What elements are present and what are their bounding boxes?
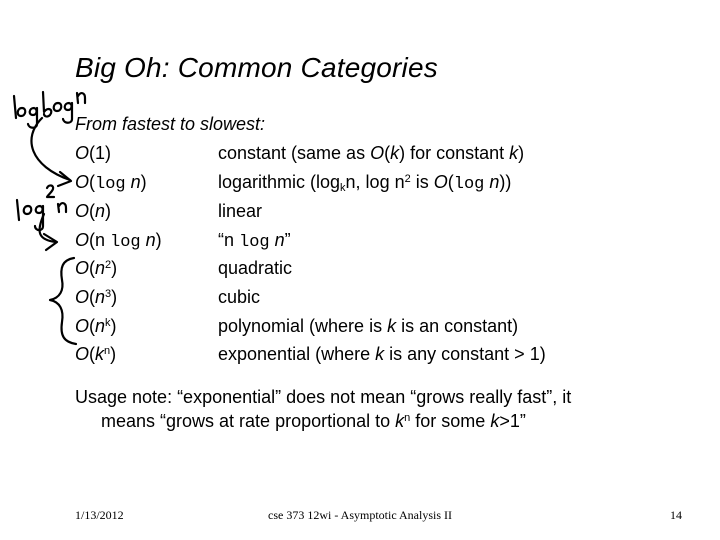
complexity-description: cubic: [218, 287, 261, 307]
usage-note-line-2: means “grows at rate proportional to $k^n$ for some k>1”: [101, 411, 526, 431]
complexity-description: “n log n”: [218, 230, 291, 252]
complexity-description: polynomial (where is k is an constant): [218, 316, 519, 336]
slide-subtitle: From fastest to slowest:: [75, 114, 266, 134]
slide-title: Big Oh: Common Categories: [75, 52, 438, 83]
arrow-to-log-n: [31, 118, 70, 180]
footer-date: 1/13/2012: [75, 508, 124, 522]
complexity-notation: $O(k^n)$: [75, 344, 117, 364]
complexity-notation: O(log n): [75, 172, 147, 194]
handwritten-log-log-n: [14, 92, 85, 128]
complexity-notation: O(n): [75, 201, 112, 221]
complexity-description: linear: [218, 201, 263, 221]
complexity-notation: $O(n^2)$: [75, 258, 118, 278]
complexity-description: exponential (where k is any constant > 1): [218, 344, 546, 364]
footer-course: cse 373 12wi - Asymptotic Analysis II: [268, 508, 452, 522]
complexity-notation: O(1): [75, 143, 112, 163]
complexity-description: quadratic: [218, 258, 293, 278]
complexity-notation: $O(n^3)$: [75, 287, 118, 307]
complexity-notation: $O(n^k)$: [75, 316, 117, 336]
complexity-description: constant (same as O(k) for constant k): [218, 143, 525, 163]
footer-page-number: 14: [670, 508, 682, 522]
polynomial-brace: [50, 258, 76, 344]
complexity-description: logarithmic ($\log_kn$, $\log n^2$ is O(log n)): [218, 172, 512, 194]
usage-note-line-1: Usage note: “exponential” does not mean “grows really fast”, it: [75, 387, 572, 407]
complexity-notation: O(n log n): [75, 230, 162, 252]
